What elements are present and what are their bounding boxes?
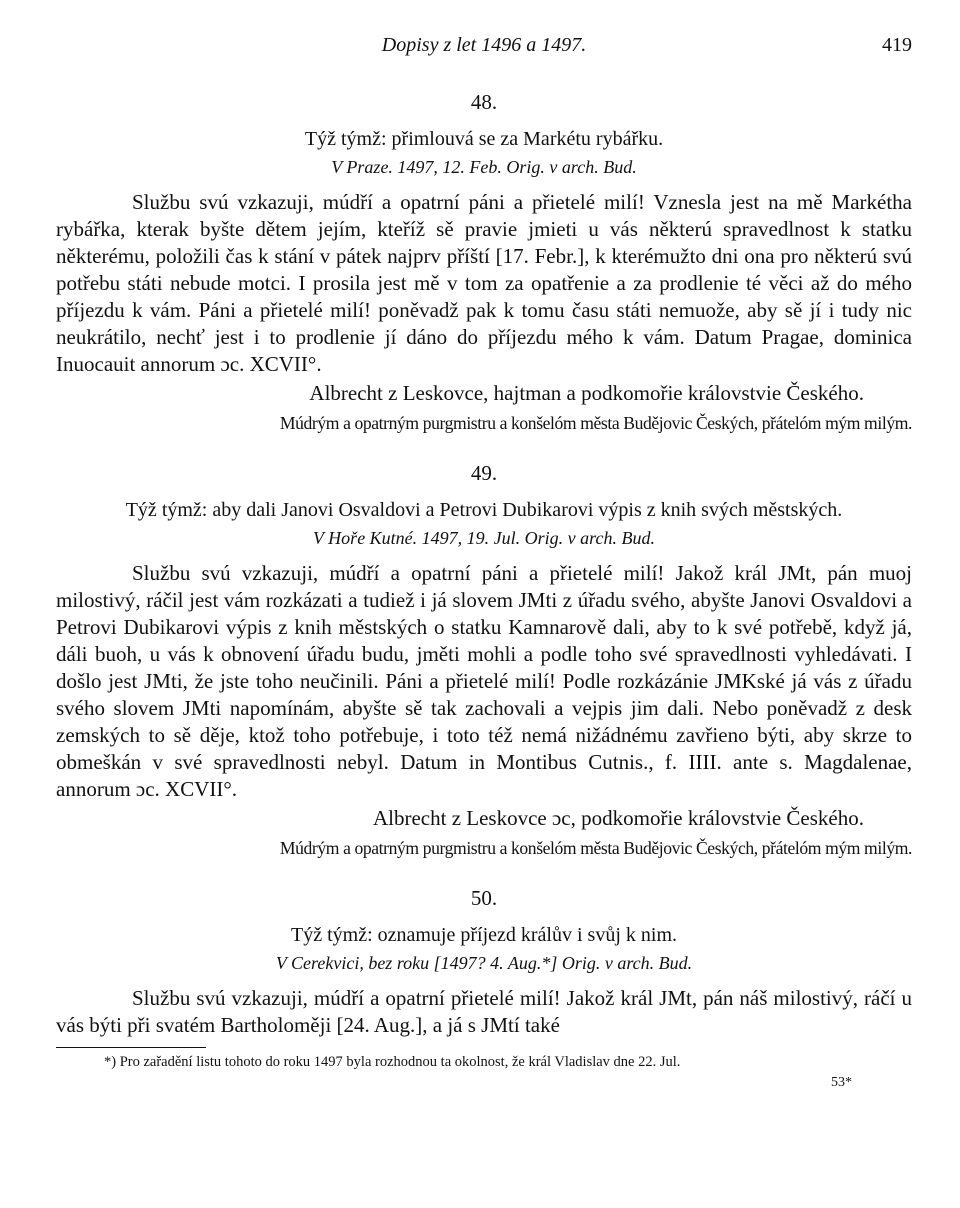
letter-body: Službu svú vzkazuji, múdří a opatrní páni a přietelé milí! Jakož král JMt, pán muoj milostivý, ráčil jest vám rozkázati a tudiež i já slovem JMti z úřadu svého, abyšte Janovi Osvaldovi a Petrovi Dubikarovi výpis z knih městských o statku Kamnarově dali, aby to k své potřebě, když já, dáli buoh, u vás k obnovení úřadu budu, jměti mohli a podle toho své spravedlnosti vyhledávati. I došlo jest JMti, že jste toho neučinili. Páni a přietelé milí! Podle rozkázánie JMKské já vás z úřadu svého slovem JMti napomínám, abyšte sě tak zachovali a vejpis jim dali. Nebo poněvadž z desk zemských to sě děje, ktož toho potřebuje, i toto též nemá nižádnému zavřieno býti, aby skrze to obmeškán v své spravedlnosti nebyl. Datum in Montibus Cutnis., f. IIII. ante s. Magdalenae, annorum ɔc. XCVII°.	[56, 561, 912, 801]
page	[56, 34, 912, 1092]
letter-address: Múdrým a opatrným purgmistru a konšelóm města Budějovic Českých, přátelóm mým milým.	[279, 413, 912, 433]
page-number: 419	[882, 34, 912, 56]
letter-50	[56, 886, 912, 1039]
letter-dating: V Praze. 1497, 12. Feb. Orig. v arch. Bud.	[331, 157, 637, 177]
letter-summary: Týž týmž: přimlouvá se za Markétu rybářku.	[304, 128, 664, 150]
letter-number: 48.	[470, 90, 498, 114]
letter-48	[56, 90, 912, 435]
letter-signature: Albrecht z Leskovce ɔc, podkomořie královstvie Českého.	[372, 806, 864, 830]
letter-signature: Albrecht z Leskovce, hajtman a podkomořie královstvie Českého.	[309, 381, 864, 405]
running-header	[56, 34, 912, 64]
letter-body: Službu svú vzkazuji, múdří a opatrní páni a přietelé milí! Vznesla jest na mě Markétha rybářka, kterak byšte dětem jejím, kteříž sě pravie jmieti u vás některú spravedlnost k statku některému, položili čas k stání v pátek najprv příští [17. Febr.], k kterémužto dni ona pro některú svú potřebu státi nebude motci. I prosila jest mě v tom za opatřenie a za prodlenie té věci až do mého příjezdu k vám. Páni a přietelé milí! poněvadž pak k tomu času státi nemuože, aby sě jí i tudy nic neukrátilo, nechť jest i to prodlenie jí dáno do příjezdu mého k vám. Datum Pragae, dominica Inuocauit annorum ɔc. XCVII°.	[56, 190, 912, 376]
letter-body: Službu svú vzkazuji, múdří a opatrní přietelé milí! Jakož král JMt, pán náš milostivý, ráčí u vás býti při svatém Bartholoměji [24. Aug.], a já s JMtí také	[56, 986, 912, 1037]
footnote-divider	[56, 1047, 206, 1048]
sheet-signature: 53*	[831, 1075, 852, 1090]
letter-number: 50.	[470, 886, 498, 910]
letter-dating: V Cerekvici, bez roku [1497? 4. Aug.*] Orig. v arch. Bud.	[275, 953, 693, 973]
footnote: *) Pro zařadění listu tohoto do roku 1497 byla rozhodnou ta okolnost, že král Vladislav dne 22. Jul.	[104, 1054, 681, 1070]
letter-address: Múdrým a opatrným purgmistru a konšelóm města Budějovic Českých, přátelóm mým milým.	[279, 838, 912, 858]
letter-dating: V Hoře Kutné. 1497, 19. Jul. Orig. v arch. Bud.	[313, 528, 655, 548]
letter-summary: Týž týmž: oznamuje příjezd králův i svůj k nim.	[290, 924, 677, 946]
letter-number: 49.	[470, 461, 498, 485]
running-title: Dopisy z let 1496 a 1497.	[381, 34, 587, 56]
letter-49	[56, 461, 912, 860]
letter-summary: Týž týmž: aby dali Janovi Osvaldovi a Petrovi Dubikarovi výpis z knih svých městských.	[125, 499, 843, 521]
